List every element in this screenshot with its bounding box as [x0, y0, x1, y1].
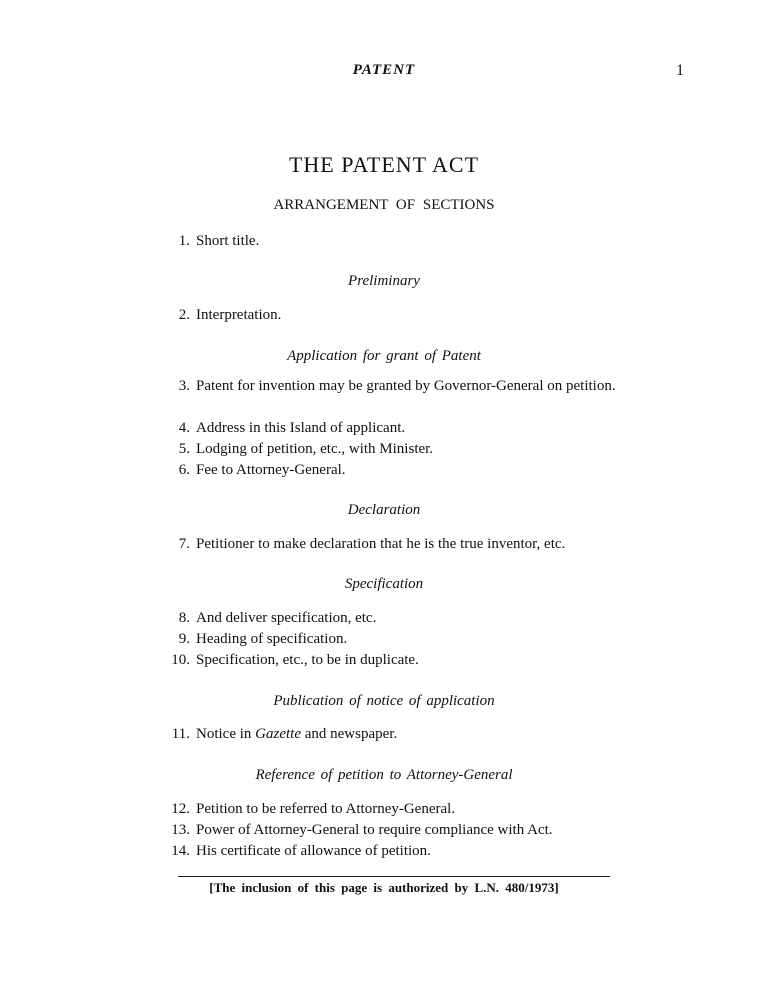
section-number: 8.: [178, 610, 190, 626]
section-text: Interpretation.: [196, 307, 282, 323]
section-number: 14.: [171, 843, 190, 859]
section-text: And deliver specification, etc.: [196, 610, 377, 626]
section-item-5: [178, 439, 646, 460]
heading-declaration: Declaration: [347, 502, 421, 518]
section-number: 5.: [178, 441, 190, 457]
section-number: 9.: [178, 631, 190, 647]
gazette-italic: Gazette: [255, 726, 301, 742]
section-item-10: [171, 650, 646, 671]
heading-preliminary: Preliminary: [348, 273, 420, 289]
section-number: 4.: [178, 420, 190, 436]
section-item-4: [178, 418, 646, 439]
section-number: 6.: [178, 462, 190, 478]
heading-reference: Reference of petition to Attorney-General: [255, 767, 513, 783]
section-number: 3.: [178, 378, 190, 394]
footer-rule: [178, 876, 610, 877]
section-text: Petition to be referred to Attorney-General.: [196, 801, 456, 817]
section-text-before: Notice in: [196, 726, 256, 742]
section-item-11: [171, 724, 646, 745]
section-text: Short title.: [196, 233, 260, 249]
section-text: Patent for invention may be granted by Governor-General on petition.: [196, 378, 616, 394]
section-text: Power of Attorney-General to require compliance with Act.: [196, 822, 553, 838]
section-item-13: [171, 820, 646, 841]
section-text: Fee to Attorney-General.: [196, 462, 346, 478]
section-number: 7.: [178, 536, 190, 552]
section-item-1: [178, 231, 646, 252]
section-number: 10.: [171, 652, 190, 668]
page-number: 1: [676, 62, 684, 79]
section-item-3: [178, 376, 646, 397]
footer-note: [The inclusion of this page is authorized by L.N. 480/1973]: [209, 880, 559, 895]
section-text-after: and newspaper.: [300, 726, 398, 742]
running-head: PATENT: [352, 62, 416, 78]
section-item-6: [178, 460, 646, 481]
section-number: 12.: [171, 801, 190, 817]
section-number: 2.: [178, 307, 190, 323]
section-item-7: [178, 534, 696, 555]
section-text: Lodging of petition, etc., with Minister.: [196, 441, 434, 457]
section-item-2: [178, 305, 646, 326]
act-title: THE PATENT ACT: [288, 152, 480, 177]
section-text: Address in this Island of applicant.: [196, 420, 406, 436]
section-text: Petitioner to make declaration that he is the true inventor, etc.: [196, 536, 566, 552]
section-text: Heading of specification.: [196, 631, 348, 647]
arrangement-heading: ARRANGEMENT OF SECTIONS: [273, 197, 495, 213]
heading-specification: Specification: [344, 576, 424, 592]
section-item-8: [178, 608, 646, 629]
section-item-9: [178, 629, 646, 650]
section-text: Specification, etc., to be in duplicate.: [196, 652, 419, 668]
heading-application: Application for grant of Patent: [287, 348, 481, 364]
heading-publication: Publication of notice of application: [273, 693, 495, 709]
section-item-12: [171, 799, 646, 820]
section-item-14: [171, 841, 646, 862]
section-text: His certificate of allowance of petition.: [196, 843, 431, 859]
section-number: 1.: [178, 233, 190, 249]
section-number: 13.: [171, 822, 190, 838]
section-number: 11.: [171, 726, 190, 742]
